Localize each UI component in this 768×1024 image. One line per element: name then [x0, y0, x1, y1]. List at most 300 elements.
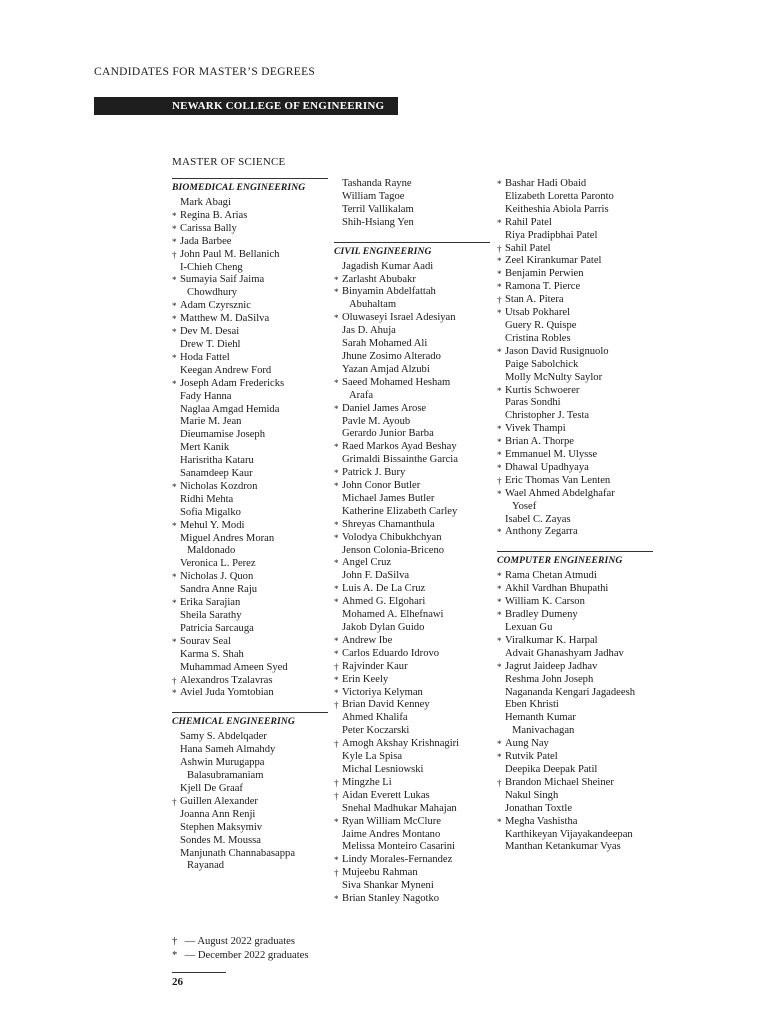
graduate-name: [334, 635, 490, 648]
graduate-name: [334, 764, 490, 777]
graduate-name: [334, 687, 490, 700]
graduate-name: [497, 712, 653, 725]
graduate-name-text: Jonathan Toxtle: [505, 802, 573, 814]
section-spacer: [334, 230, 490, 242]
graduate-name-text: Bradley Dumeny: [505, 609, 578, 621]
graduate-name: [497, 191, 653, 204]
graduate-name-text: Pavle M. Ayoub: [342, 415, 411, 427]
graduation-term-mark: *: [334, 274, 339, 285]
graduate-name-text: Hana Sameh Almahdy: [180, 744, 276, 756]
graduation-term-mark: *: [497, 597, 502, 608]
graduate-name: [334, 829, 490, 842]
graduate-name: [497, 570, 653, 583]
legend-december-text: — December 2022 graduates: [184, 949, 309, 961]
graduation-term-mark: *: [172, 275, 177, 286]
graduation-term-mark: *: [334, 816, 339, 827]
graduation-term-mark: *: [334, 481, 339, 492]
graduate-name: [497, 333, 653, 346]
graduate-name-continuation: [172, 545, 328, 558]
graduate-name-text: Regina B. Arias: [180, 209, 248, 221]
graduate-name-text: Vivek Thampi: [505, 423, 566, 435]
graduate-name: [334, 609, 490, 622]
graduate-name-text: Peter Koczarski: [342, 725, 410, 737]
graduate-name: [172, 558, 328, 571]
graduate-name-text: Deepika Deepak Patil: [505, 763, 598, 775]
graduate-name-text: Benjamin Perwien: [505, 268, 584, 280]
graduate-name-text: Yosef: [512, 500, 537, 512]
graduate-name: [497, 648, 653, 661]
graduate-name: [172, 313, 328, 326]
graduate-name-text: Ridhi Mehta: [180, 493, 234, 505]
graduate-name: [497, 462, 653, 475]
graduate-name-text: Erin Keely: [342, 673, 389, 685]
graduate-name: [497, 488, 653, 501]
graduate-name: [172, 378, 328, 391]
graduate-name-text: Akhil Vardhan Bhupathi: [505, 583, 609, 595]
graduate-name: [497, 307, 653, 320]
graduate-name: [497, 410, 653, 423]
graduate-name-text: Tashanda Rayne: [342, 178, 412, 189]
graduate-name-text: Michal Lesniowski: [342, 763, 424, 775]
graduate-name-continuation: [172, 287, 328, 300]
graduate-name-text: Volodya Chibukhchyan: [342, 531, 442, 543]
graduate-name-continuation: [497, 725, 653, 738]
graduate-name-text: Patricia Sarcauga: [180, 622, 254, 634]
graduate-name: [497, 217, 653, 230]
graduate-name: [497, 385, 653, 398]
graduate-name-text: Amogh Akshay Krishnagiri: [342, 738, 460, 750]
graduate-name-text: Mert Kanik: [180, 442, 230, 454]
graduate-name-text: Joseph Adam Fredericks: [180, 377, 285, 389]
graduate-name: [334, 867, 490, 880]
graduate-name-text: Michael James Butler: [342, 492, 435, 504]
graduate-name-text: Nakul Singh: [505, 789, 559, 801]
graduate-name: [497, 294, 653, 307]
graduate-name-text: Snehal Madhukar Mahajan: [342, 802, 457, 814]
graduate-name-text: Ashwin Murugappa: [180, 757, 265, 769]
graduation-term-mark: *: [497, 256, 502, 267]
graduation-term-mark: *: [497, 346, 502, 357]
graduation-term-mark: *: [334, 894, 339, 905]
graduation-term-mark: *: [172, 236, 177, 247]
graduate-name: [334, 403, 490, 416]
graduate-name-text: Maldonado: [187, 545, 236, 557]
graduation-term-mark: *: [334, 674, 339, 685]
graduation-term-mark: *: [497, 462, 502, 473]
graduate-name-text: Brian Stanley Nagotko: [342, 893, 440, 905]
graduation-term-mark: *: [497, 308, 502, 319]
graduate-name: [334, 557, 490, 570]
page-header-title: CANDIDATES FOR MASTER’S DEGREES: [94, 66, 316, 78]
graduate-name: [172, 744, 328, 757]
graduate-name: [172, 835, 328, 848]
graduation-term-mark: *: [497, 661, 502, 672]
graduate-name-text: Rama Chetan Atmudi: [505, 570, 597, 582]
graduation-term-mark: *: [497, 437, 502, 448]
graduate-name-text: Erika Sarajian: [180, 597, 241, 609]
graduate-name: [497, 268, 653, 281]
graduate-name-text: Paige Sabolchick: [505, 358, 579, 370]
graduate-name-text: I-Chieh Cheng: [180, 261, 243, 273]
graduate-name-text: Kyle La Spisa: [342, 751, 403, 763]
graduation-term-mark: *: [334, 287, 339, 298]
graduate-name: [497, 204, 653, 217]
graduate-name: [497, 764, 653, 777]
graduation-term-mark: †: [334, 868, 339, 879]
footer-rule: [172, 972, 226, 973]
graduate-name: [334, 893, 490, 906]
graduate-name: [334, 377, 490, 390]
graduate-name-text: Lexuan Gu: [505, 622, 553, 633]
graduation-term-mark: *: [497, 584, 502, 595]
graduate-name-text: Jagadish Kumar Aadi: [342, 260, 434, 272]
graduate-name-text: Jakob Dylan Guido: [342, 622, 425, 633]
graduate-name: [497, 178, 653, 191]
graduate-name: [497, 230, 653, 243]
graduate-name: [172, 236, 328, 249]
graduate-name-text: Jason David Rusignuolo: [505, 345, 609, 357]
graduate-name-text: William K. Carson: [505, 596, 585, 608]
graduate-name-text: Gerardo Junior Barba: [342, 428, 434, 440]
legend: [172, 935, 309, 962]
legend-asterisk-mark: *: [172, 949, 178, 961]
graduate-name: [334, 545, 490, 558]
section-spacer: [497, 539, 653, 551]
section-spacer: [172, 700, 328, 712]
legend-dagger-mark: †: [172, 936, 178, 947]
graduate-name: [334, 454, 490, 467]
graduate-name: [497, 436, 653, 449]
graduate-name-text: Mehul Y. Modi: [180, 519, 245, 531]
graduate-name-text: Manjunath Channabasappa: [180, 847, 296, 859]
graduate-name: [334, 532, 490, 545]
graduation-term-mark: *: [172, 572, 177, 583]
graduate-name: [497, 622, 653, 635]
graduate-name: [334, 286, 490, 299]
graduation-term-mark: *: [172, 352, 177, 363]
graduate-name-text: Rahil Patel: [505, 216, 552, 228]
graduation-term-mark: *: [334, 468, 339, 479]
graduation-term-mark: *: [497, 739, 502, 750]
graduate-name: [497, 475, 653, 488]
graduate-name-text: Miguel Andres Moran: [180, 532, 275, 544]
graduation-term-mark: *: [334, 558, 339, 569]
graduate-name-text: Raed Markos Ayad Beshay: [342, 441, 457, 453]
graduate-name: [172, 822, 328, 835]
graduate-name-text: John Paul M. Bellanich: [180, 248, 280, 260]
graduation-term-mark: †: [172, 249, 177, 260]
graduate-name-text: Alexandros Tzalavras: [180, 674, 273, 686]
graduation-term-mark: †: [334, 661, 339, 672]
graduate-name: [334, 325, 490, 338]
graduate-name: [497, 803, 653, 816]
graduate-name-text: Molly McNulty Saylor: [505, 371, 603, 383]
graduate-name: [497, 359, 653, 372]
graduate-name: [172, 339, 328, 352]
graduate-name: [497, 829, 653, 842]
graduation-term-mark: *: [172, 688, 177, 699]
graduation-term-mark: †: [497, 475, 502, 486]
graduate-name-text: Victoriya Kelyman: [342, 686, 423, 698]
graduate-name: [334, 191, 490, 204]
graduate-name: [334, 816, 490, 829]
graduation-term-mark: *: [172, 378, 177, 389]
graduate-name: [497, 526, 653, 539]
graduate-name: [334, 854, 490, 867]
graduation-term-mark: *: [334, 313, 339, 324]
graduate-name: [172, 223, 328, 236]
graduate-name: [172, 662, 328, 675]
graduate-name-text: Eric Thomas Van Lenten: [505, 474, 611, 486]
graduation-term-mark: †: [497, 777, 502, 788]
graduate-name: [172, 249, 328, 262]
graduate-name: [172, 352, 328, 365]
graduation-term-mark: *: [334, 519, 339, 530]
graduate-name-text: Sondes M. Moussa: [180, 834, 261, 846]
graduate-name-text: Brian A. Thorpe: [505, 436, 574, 448]
legend-august: [172, 935, 309, 949]
graduation-term-mark: *: [334, 442, 339, 453]
graduate-name: [497, 609, 653, 622]
graduate-name: [172, 300, 328, 313]
graduate-name-text: Brian David Kenney: [342, 699, 430, 711]
graduate-name: [172, 649, 328, 662]
graduate-name: [497, 674, 653, 687]
graduation-term-mark: *: [497, 571, 502, 582]
graduation-term-mark: *: [172, 520, 177, 531]
graduate-name-text: Abuhaltam: [349, 299, 397, 311]
section-heading: CIVIL ENGINEERING: [334, 242, 490, 258]
graduate-name: [172, 274, 328, 287]
graduate-name: [497, 661, 653, 674]
graduate-name: [172, 494, 328, 507]
graduate-name: [172, 623, 328, 636]
graduate-name-text: Nicholas Kozdron: [180, 480, 258, 492]
graduate-name-text: Sarah Mohamed Ali: [342, 338, 428, 350]
graduation-term-mark: *: [497, 450, 502, 461]
graduate-name: [497, 372, 653, 385]
graduation-term-mark: *: [172, 314, 177, 325]
graduate-name-text: Keitheshia Abiola Parris: [505, 203, 609, 215]
graduate-name: [497, 596, 653, 609]
graduation-term-mark: *: [172, 481, 177, 492]
graduate-name-text: Joanna Ann Renji: [180, 808, 256, 820]
graduate-name-text: Stan A. Pitera: [505, 294, 564, 306]
column-1: [172, 178, 328, 873]
graduation-term-mark: *: [172, 301, 177, 312]
graduate-name: [172, 468, 328, 481]
graduate-name: [172, 262, 328, 275]
graduate-name-text: Binyamin Abdelfattah: [342, 286, 436, 298]
graduation-term-mark: *: [172, 327, 177, 338]
graduation-term-mark: *: [334, 597, 339, 608]
graduate-name: [172, 533, 328, 546]
graduation-term-mark: †: [497, 243, 502, 254]
graduate-name: [497, 699, 653, 712]
graduate-name: [497, 243, 653, 256]
graduate-name: [334, 661, 490, 674]
graduate-name: [497, 514, 653, 527]
graduate-name: [334, 790, 490, 803]
graduate-name: [334, 596, 490, 609]
graduate-name: [334, 467, 490, 480]
graduate-name: [334, 416, 490, 429]
graduate-name-text: John Conor Butler: [342, 480, 421, 492]
graduate-name-text: Nicholas J. Quon: [180, 571, 254, 583]
graduate-name-text: Matthew M. DaSilva: [180, 313, 270, 325]
graduate-name: [172, 404, 328, 417]
graduate-name-continuation: [334, 390, 490, 403]
graduate-name: [334, 274, 490, 287]
graduate-name: [172, 757, 328, 770]
graduate-name: [334, 777, 490, 790]
graduation-term-mark: *: [172, 598, 177, 609]
graduate-name-continuation: [334, 299, 490, 312]
graduate-name: [334, 841, 490, 854]
graduate-name-text: Katherine Elizabeth Carley: [342, 505, 458, 517]
graduation-term-mark: †: [172, 796, 177, 807]
graduate-name: [497, 449, 653, 462]
graduate-name: [334, 725, 490, 738]
graduate-name-text: Sanamdeep Kaur: [180, 468, 253, 480]
graduate-name: [334, 751, 490, 764]
graduate-name-continuation: [172, 860, 328, 873]
graduate-name-text: Hemanth Kumar: [505, 712, 576, 724]
graduate-name-text: Daniel James Arose: [342, 402, 427, 414]
graduate-name: [497, 777, 653, 790]
graduate-name-text: Riya Pradipbhai Patel: [505, 229, 598, 241]
graduate-name-text: Aviel Juda Yomtobian: [180, 687, 274, 699]
column-2: [334, 178, 490, 906]
graduate-name-text: Drew T. Diehl: [180, 338, 241, 350]
graduate-name-text: Mark Abagi: [180, 197, 231, 208]
graduate-name: [497, 790, 653, 803]
graduate-name-text: Andrew Ibe: [342, 634, 393, 646]
legend-august-text: — August 2022 graduates: [184, 936, 295, 947]
graduate-name-text: Rutvik Patel: [505, 751, 558, 763]
graduate-name-text: Manthan Ketankumar Vyas: [505, 841, 621, 853]
graduate-name-text: Terril Vallikalam: [342, 203, 414, 215]
graduate-name-text: Jas D. Ahuja: [342, 325, 396, 337]
graduate-name-text: Sourav Seal: [180, 635, 231, 647]
graduate-name: [334, 570, 490, 583]
graduate-name-text: Isabel C. Zayas: [505, 513, 571, 525]
degree-heading: MASTER OF SCIENCE: [172, 156, 286, 168]
graduate-name: [172, 848, 328, 861]
graduate-name: [497, 635, 653, 648]
graduate-name: [172, 197, 328, 210]
graduate-name-text: Sumayia Saif Jaima: [180, 274, 265, 286]
graduate-name-text: Sandra Anne Raju: [180, 584, 258, 596]
graduation-term-mark: †: [497, 295, 502, 306]
graduate-name-text: Balasubramaniam: [187, 770, 264, 782]
graduation-term-mark: *: [497, 610, 502, 621]
graduate-name-text: Fady Hanna: [180, 390, 232, 402]
graduate-name-text: Nagananda Kengari Jagadeesh: [505, 686, 636, 698]
graduation-term-mark: *: [497, 488, 502, 499]
graduate-name-text: Harisritha Kataru: [180, 455, 254, 467]
graduate-name: [172, 520, 328, 533]
graduate-name-text: Ramona T. Pierce: [505, 281, 581, 293]
graduation-term-mark: *: [334, 377, 339, 388]
graduate-name-text: Lindy Morales-Fernandez: [342, 854, 453, 866]
graduate-name: [497, 738, 653, 751]
graduation-term-mark: *: [334, 532, 339, 543]
graduate-name-text: Dev M. Desai: [180, 326, 240, 338]
graduation-term-mark: *: [334, 687, 339, 698]
graduate-name: [334, 648, 490, 661]
graduate-name: [497, 320, 653, 333]
graduation-term-mark: *: [334, 584, 339, 595]
graduate-name: [497, 255, 653, 268]
graduate-name-text: Emmanuel M. Ulysse: [505, 449, 598, 461]
graduate-name: [334, 480, 490, 493]
graduate-name-text: Brandon Michael Sheiner: [505, 776, 614, 788]
graduate-name: [172, 675, 328, 688]
graduate-name-text: Ahmed Khalifa: [342, 712, 408, 724]
graduate-name: [172, 783, 328, 796]
graduate-name-text: Aung Nay: [505, 738, 549, 750]
graduate-name-text: Carissa Bally: [180, 222, 237, 234]
graduation-term-mark: *: [497, 424, 502, 435]
graduate-name-text: Sofia Migalko: [180, 506, 241, 518]
graduate-name-text: Guery R. Quispe: [505, 319, 577, 331]
graduate-name-text: Aidan Everett Lukas: [342, 789, 430, 801]
graduate-name: [334, 880, 490, 893]
graduate-name: [334, 217, 490, 230]
graduate-name-text: Rayanad: [187, 860, 225, 872]
graduate-name: [172, 597, 328, 610]
graduate-name: [334, 351, 490, 364]
graduate-name: [172, 796, 328, 809]
graduation-term-mark: *: [334, 403, 339, 414]
graduate-name-text: William Tagoe: [342, 190, 405, 202]
graduate-name: [334, 261, 490, 274]
graduate-name: [172, 442, 328, 455]
graduate-name: [172, 210, 328, 223]
college-banner: NEWARK COLLEGE OF ENGINEERING: [94, 97, 398, 115]
graduate-name: [334, 364, 490, 377]
graduate-name-text: Dieumamise Joseph: [180, 429, 266, 441]
graduate-name: [334, 428, 490, 441]
graduate-name-text: John F. DaSilva: [342, 570, 410, 582]
graduate-name-text: Angel Cruz: [342, 557, 392, 569]
graduate-name: [334, 699, 490, 712]
graduation-term-mark: *: [497, 385, 502, 396]
graduate-name-text: Utsab Pokharel: [505, 307, 571, 319]
graduate-name: [172, 365, 328, 378]
graduation-term-mark: *: [172, 636, 177, 647]
graduation-term-mark: *: [497, 179, 502, 189]
graduate-name-text: Keegan Andrew Ford: [180, 364, 272, 376]
graduate-name-text: Reshma John Joseph: [505, 673, 594, 685]
graduate-name-text: Karthikeyan Vijayakandeepan: [505, 828, 633, 840]
graduate-name: [497, 841, 653, 854]
graduate-name: [334, 519, 490, 532]
graduate-name: [497, 687, 653, 700]
graduate-name-text: Chowdhury: [187, 287, 238, 299]
graduate-name-text: Viralkumar K. Harpal: [505, 634, 598, 646]
graduate-name-text: Jagrut Jaideep Jadhav: [505, 660, 598, 672]
graduate-name: [172, 584, 328, 597]
graduate-name-text: Sheila Sarathy: [180, 610, 242, 621]
graduate-name-text: Mingzhe Li: [342, 776, 392, 788]
graduate-name-text: Saeed Mohamed Hesham: [342, 376, 451, 388]
graduation-term-mark: *: [334, 635, 339, 646]
graduate-name: [334, 178, 490, 191]
graduate-name-text: Mujeebu Rahman: [342, 867, 418, 879]
graduate-name-text: Stephen Maksymiv: [180, 821, 263, 833]
